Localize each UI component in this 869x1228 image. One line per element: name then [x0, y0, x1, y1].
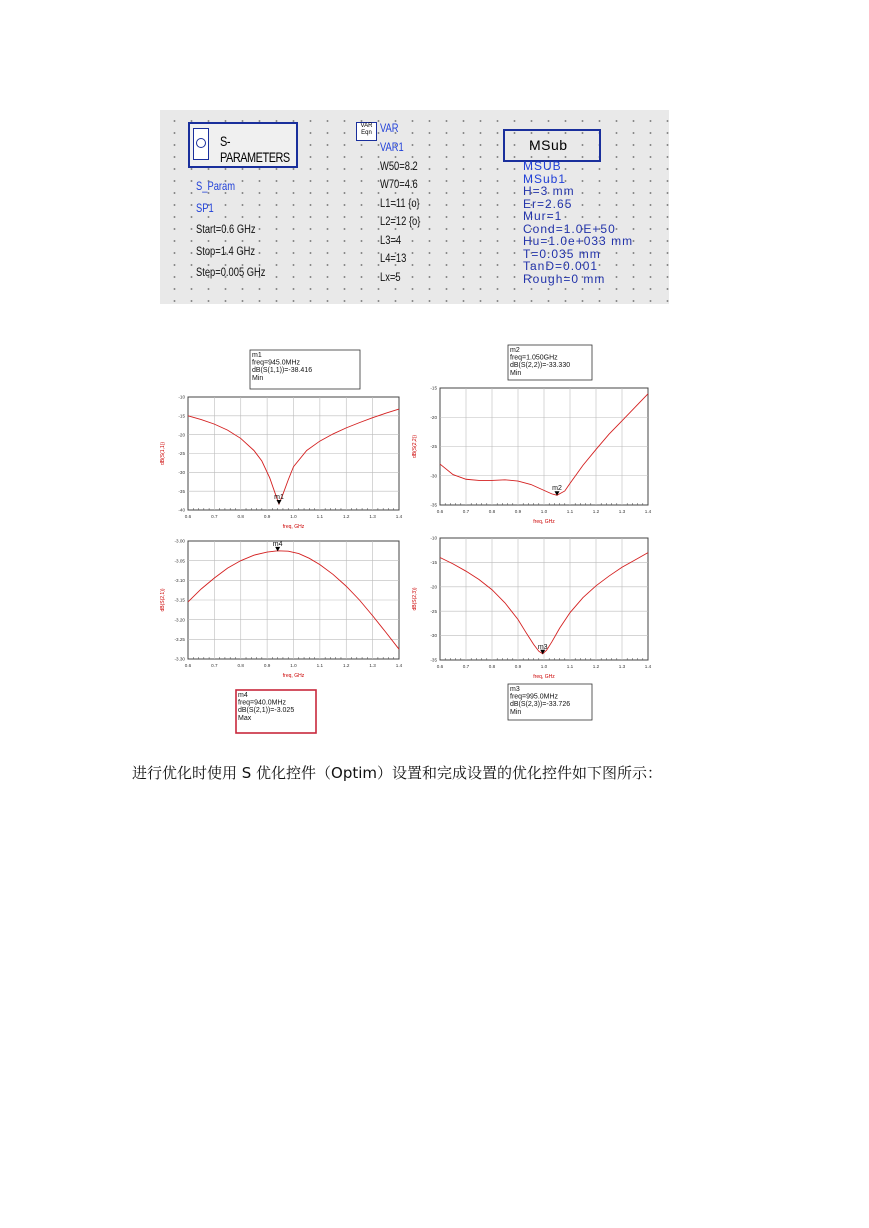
marker-label: m2 [552, 485, 562, 493]
x-tick-label: 1.0 [540, 664, 548, 669]
marker-label: m3 [537, 643, 548, 651]
x-tick-label: 1.1 [566, 509, 574, 514]
msub-component[interactable] [503, 129, 601, 162]
x-tick-label: 1.4 [644, 509, 652, 514]
marker-readout-line: Min [510, 369, 522, 377]
chart-3 [412, 536, 652, 720]
x-tick-label: 1.2 [343, 663, 350, 668]
y-tick-label: -3.25 [174, 636, 185, 642]
var-line-6: L4=13 [380, 251, 407, 265]
marker-readout-line: Min [510, 708, 522, 716]
x-tick-label: 1.3 [618, 664, 626, 669]
marker-readout-line: dB(S(2,3))=-33.726 [510, 701, 571, 709]
y-tick-label: -30 [430, 473, 437, 479]
msub-line-4: Mur=1 [523, 209, 563, 223]
var-line-3: L1=11 {o} [380, 195, 420, 210]
msub-line-1: MSub1 [523, 171, 567, 186]
y-tick-label: -3.30 [174, 656, 185, 662]
x-tick-label: 0.9 [263, 514, 271, 519]
x-tick-label: 1.3 [369, 663, 376, 668]
msub-line-0: MSUB [523, 159, 562, 173]
x-tick-label: 1.1 [316, 514, 324, 519]
x-tick-label: 0.7 [462, 509, 470, 514]
var-line-2: W70=4.6 [380, 177, 418, 191]
marker-readout-line: freq=940.0MHz [238, 699, 287, 707]
marker-readout-line: dB(S(1,1))=-38.416 [252, 367, 313, 375]
x-tick-label: 0.8 [237, 663, 244, 668]
s-parameters-icon [193, 128, 209, 160]
x-axis-label: freq, GHz [282, 673, 305, 679]
y-axis-label: dB(S(2,2)) [412, 434, 418, 459]
x-tick-label: 0.7 [462, 664, 470, 669]
x-tick-label: 1.1 [316, 663, 324, 668]
msub-line-3: Er=2.65 [523, 196, 573, 211]
y-tick-label: -20 [430, 584, 437, 590]
marker-label: m1 [274, 494, 284, 502]
y-tick-label: -30 [430, 633, 437, 639]
msub-line-8: TanD=0.001 [523, 259, 599, 273]
x-tick-label: 1.2 [343, 514, 350, 519]
y-tick-label: -3.15 [174, 597, 185, 603]
x-tick-label: 0.6 [184, 514, 192, 519]
y-tick-label: -25 [430, 608, 437, 614]
y-tick-label: -3.10 [174, 577, 185, 583]
s-param-line-3: Stop=1.4 GHz [196, 243, 256, 258]
s-param-line-4: Step=0.005 GHz [196, 265, 266, 279]
marker-readout-line: m3 [510, 686, 520, 693]
y-tick-label: -25 [430, 444, 437, 450]
x-tick-label: 1.1 [566, 664, 574, 669]
x-tick-label: 0.9 [263, 663, 271, 668]
schematic-panel [160, 110, 669, 304]
var-line-0: VAR1 [380, 140, 404, 154]
y-tick-label: -3.05 [174, 558, 185, 564]
x-tick-label: 1.3 [618, 509, 626, 514]
var-title: VAR [380, 121, 399, 135]
marker-readout-line: freq=995.0MHz [510, 693, 559, 701]
s-parameter-plots [150, 340, 660, 740]
y-tick-label: -25 [178, 451, 185, 457]
y-tick-label: -15 [430, 385, 437, 391]
x-tick-label: 0.8 [237, 514, 244, 519]
y-tick-label: -15 [178, 413, 185, 419]
s-param-line-0: S_Param [196, 179, 236, 193]
marker-readout-line: dB(S(2,2))=-33.330 [510, 362, 571, 370]
y-tick-label: -20 [430, 414, 437, 420]
s-parameters-component[interactable] [188, 122, 298, 168]
var-line-5: L3=4 [380, 232, 402, 247]
x-tick-label: 0.9 [514, 509, 522, 514]
s-parameters-title: S-PARAMETERS [220, 133, 290, 165]
x-tick-label: 1.4 [644, 664, 652, 669]
caption-text: 进行优化时使用 S 优化控件（Optim）设置和完成设置的优化控件如下图所示： [132, 764, 663, 782]
msub-line-2: H=3 mm [523, 184, 575, 198]
y-tick-label: -3.20 [174, 617, 185, 623]
x-tick-label: 1.0 [290, 514, 297, 519]
marker-readout-line: freq=945.0MHz [252, 359, 301, 367]
x-axis-label: freq, GHz [533, 674, 555, 680]
x-tick-label: 1.3 [369, 514, 376, 519]
var-line-4: L2=12 {o} [380, 214, 421, 228]
s-param-line-1: SP1 [196, 200, 214, 215]
x-tick-label: 1.2 [592, 509, 600, 514]
x-tick-label: 1.4 [395, 514, 403, 519]
msub-line-7: T=0.035 mm [523, 246, 601, 261]
x-tick-label: 1.4 [395, 663, 403, 668]
marker-readout-line: Min [252, 374, 264, 382]
marker-readout-line: freq=1.050GHz [510, 354, 558, 362]
chart-0 [160, 350, 403, 530]
y-axis-label: dB(S(2,1)) [160, 588, 166, 612]
x-tick-label: 0.8 [488, 509, 496, 514]
msub-line-6: Hu=1.0e+033 mm [523, 234, 634, 248]
marker-readout-line: m2 [510, 347, 520, 354]
y-axis-label: dB(S(2,3)) [412, 587, 418, 611]
msub-title: MSub [529, 137, 568, 153]
chart-1 [412, 345, 652, 525]
plots-svg [150, 340, 660, 740]
msub-params [523, 160, 633, 285]
marker-readout-line: Max [238, 714, 252, 722]
y-tick-label: -35 [178, 488, 185, 494]
y-tick-label: -40 [178, 507, 185, 513]
y-tick-label: -3.00 [174, 538, 185, 544]
x-tick-label: 1.0 [290, 663, 297, 668]
y-tick-label: -15 [430, 560, 437, 565]
msub-line-9: Rough=0 mm [523, 271, 606, 286]
x-axis-label: freq, GHz [533, 519, 555, 525]
y-tick-label: -20 [178, 432, 185, 438]
msub-line-5: Cond=1.0E+50 [523, 221, 616, 236]
chart-2 [160, 539, 403, 733]
x-tick-label: 0.7 [211, 514, 218, 519]
marker-readout-line: m1 [252, 352, 262, 359]
var-eqn-icon[interactable]: VAR Eqn [356, 122, 377, 141]
x-tick-label: 0.6 [436, 509, 444, 514]
marker-readout-line: dB(S(2,1))=-3.025 [238, 707, 295, 715]
x-axis-label: freq, GHz [282, 524, 305, 530]
y-tick-label: -10 [178, 394, 185, 400]
var-line-7: Lx=5 [380, 269, 401, 284]
x-tick-label: 0.6 [436, 664, 444, 669]
x-tick-label: 0.7 [211, 663, 218, 668]
s-param-line-2: Start=0.6 GHz [196, 222, 256, 236]
y-tick-label: -35 [430, 502, 437, 508]
y-tick-label: -10 [430, 535, 437, 541]
var-line-1: W50=8.2 [380, 158, 418, 173]
x-tick-label: 0.6 [184, 663, 192, 668]
x-tick-label: 1.0 [540, 509, 548, 514]
marker-label: m4 [272, 540, 283, 548]
x-tick-label: 0.9 [514, 664, 522, 669]
y-tick-label: -30 [178, 469, 185, 475]
x-tick-label: 1.2 [592, 664, 600, 669]
marker-readout-line: m4 [238, 692, 248, 699]
y-tick-label: -35 [430, 657, 437, 663]
y-axis-label: dB(S(1,1)) [160, 441, 166, 466]
x-tick-label: 0.8 [488, 664, 496, 669]
